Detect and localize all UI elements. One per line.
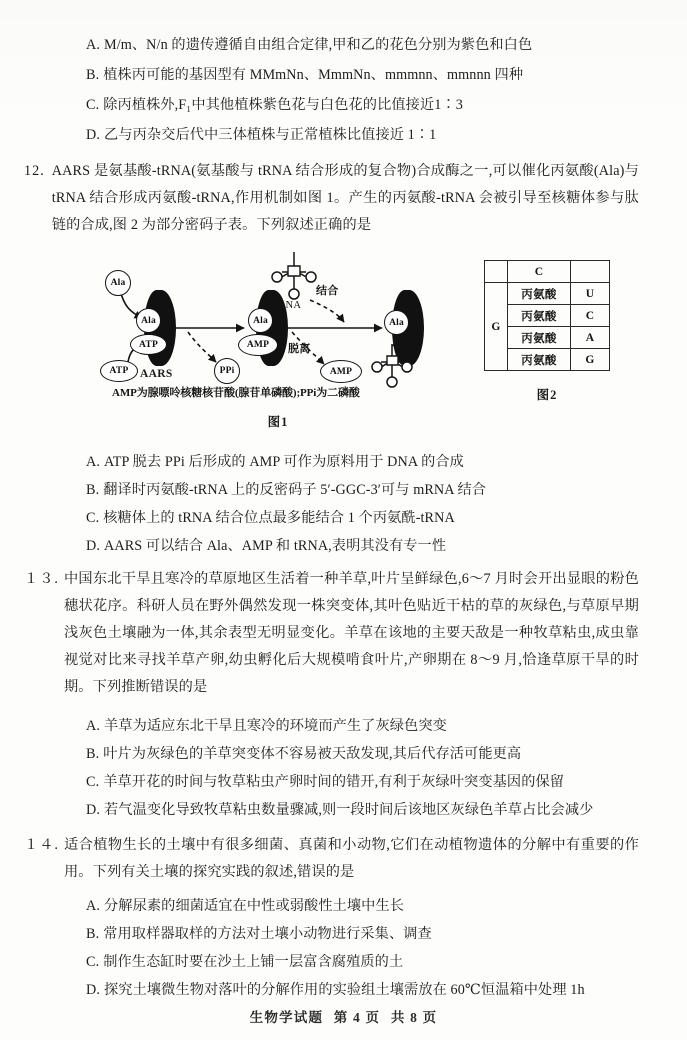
option-item — [86, 476, 631, 504]
option-item — [86, 120, 626, 150]
question-number: 12. — [24, 163, 45, 179]
option-text: 植株丙可能的基因型有 MMmNn、MmmNn、mmmnn、mmnnn 四种 — [103, 67, 524, 83]
option-text: AARS 可以结合 Ala、AMP 和 tRNA,表明其没有专一性 — [104, 538, 447, 554]
question-stem: 中国东北干旱且寒冷的草原地区生活着一种羊草,叶片呈鲜绿色,6～7 月时会开出显眼的粉色穗状花序。科研人员在野外偶然发现一株突变体,其叶色贴近干枯的草的灰绿色,与草原早期浅灰色土壤融为一体,其余表型无明显变化。羊草在该地的主要天敌是一种牧草粘虫,成虫靠视觉对比来寻找羊草产卵,幼虫孵化后大规模啃食叶片,产卵期在 8～9 月,恰逢草原干旱的时期。下列推断错误的是 — [63, 571, 639, 695]
option-text: 乙与丙杂交后代中三体植株与正常植株比值接近 1∶1 — [104, 127, 437, 143]
codon-table — [484, 260, 610, 371]
option-text: M/m、N/n 的遗传遵循自由组合定律,甲和乙的花色分别为紫色和白色 — [104, 37, 533, 53]
table-row — [485, 283, 610, 305]
trna-label: tRNA — [275, 300, 302, 311]
option-item — [86, 948, 646, 976]
question-14-options — [86, 892, 646, 1004]
option-label: C. — [86, 510, 100, 526]
footer-total-pages: 共 8 页 — [390, 1010, 438, 1025]
option-label: A. — [86, 454, 100, 470]
aars-enzyme-label: AARS — [140, 368, 173, 380]
option-item — [86, 976, 646, 1004]
figure-1-aars-mechanism — [92, 252, 464, 442]
option-text: 叶片为灰绿色的羊草突变体不容易被天敌发现,其后代存活可能更高 — [103, 746, 522, 762]
option-label: D. — [86, 982, 100, 998]
question-13-options — [86, 712, 638, 824]
option-label: B. — [86, 67, 100, 83]
option-item — [86, 740, 638, 768]
option-text: 羊草为适应东北干旱且寒冷的环境而产生了灰绿色突变 — [104, 718, 447, 734]
option-label: D. — [86, 538, 100, 554]
codon-third-base: U — [571, 283, 610, 305]
question-number: １３. — [24, 571, 59, 587]
figure-2-caption: 图2 — [536, 388, 558, 402]
option-text: 探究土壤微生物对落叶的分解作用的实验组土壤需放在 60℃恒温箱中处理 1h — [104, 982, 585, 998]
molecule-ala-bound-1: Ala — [136, 308, 161, 333]
option-item — [86, 712, 638, 740]
option-text: 除丙植株外,F₁中其他植株紫色花与白色花的比值接近1∶3 — [103, 97, 463, 113]
codon-third-base: C — [571, 305, 610, 327]
option-label: A. — [86, 37, 100, 53]
option-item — [86, 60, 626, 90]
option-label: B. — [86, 926, 100, 942]
codon-amino-acid: 丙氨酸 — [508, 283, 571, 305]
question-stem: AARS 是氨基酸-tRNA(氨基酸与 tRNA 结合形成的复合物)合成酶之一,可以催化丙氨酸(Ala)与 tRNA 结合形成丙氨酸-tRNA,作用机制如图 1。产生的丙氨酸-tRNA 会被引导至核糖体参与肽链的合成,图 2 为部分密码子表。下列叙述正确的是 — [51, 163, 639, 233]
option-label: B. — [86, 482, 100, 498]
codon-amino-acid: 丙氨酸 — [508, 305, 571, 327]
option-label: A. — [86, 898, 100, 914]
option-label: C. — [86, 774, 100, 790]
option-text: 翻译时丙氨酸-tRNA 上的反密码子 5′-GGC-3′可与 mRNA 结合 — [103, 482, 487, 498]
option-text: 羊草开花的时间与牧草粘虫产卵时间的错开,有利于灰绿叶突变基因的保留 — [103, 774, 565, 790]
question-stem: 适合植物生长的土壤中有很多细菌、真菌和小动物,它们在动植物遗体的分解中有重要的作用。下列有关土壤的探究实践的叙述,错误的是 — [63, 837, 639, 880]
figure-1-note: AMP为腺嘌呤核糖核苷酸(腺苷单磷酸);PPi为二磷酸 — [112, 387, 360, 399]
molecule-ala-bound-3: Ala — [384, 310, 409, 335]
option-item — [86, 796, 638, 824]
codon-third-base: G — [571, 349, 610, 371]
codon-amino-acid: 丙氨酸 — [508, 349, 571, 371]
option-label: C. — [86, 954, 100, 970]
option-item — [86, 532, 631, 560]
codon-third-base: A — [571, 327, 610, 349]
molecule-atp-free: ATP — [100, 360, 138, 382]
option-label: A. — [86, 718, 100, 734]
molecule-amp-bound: AMP — [238, 334, 278, 356]
molecule-ala-free: Ala — [105, 270, 131, 296]
footer-current-page: 第 4 页 — [333, 1010, 381, 1025]
option-item — [86, 448, 631, 476]
molecule-amp-free: AMP — [320, 360, 362, 383]
option-text: ATP 脱去 PPi 后形成的 AMP 可作为原料用于 DNA 的合成 — [104, 454, 464, 470]
figure-2-codon-table — [484, 260, 614, 403]
molecule-ala-bound-2: Ala — [248, 308, 273, 333]
question-13 — [24, 566, 639, 701]
option-label: B. — [86, 746, 100, 762]
option-label: D. — [86, 802, 100, 818]
molecule-atp-bound: ATP — [130, 334, 167, 355]
bind-step-label: 结合 — [316, 285, 339, 297]
codon-header-blank — [571, 261, 610, 283]
question-14 — [24, 832, 639, 886]
molecule-ppi: PPi — [214, 358, 240, 384]
option-text: 核糖体上的 tRNA 结合位点最多能结合 1 个丙氨酰-tRNA — [103, 510, 455, 526]
question-number: １４. — [24, 837, 59, 853]
option-label: C. — [86, 97, 100, 113]
question-12 — [24, 158, 639, 239]
option-text: 若气温变化导致牧草粘虫数量骤减,则一段时间后该地区灰绿色羊草占比会减少 — [104, 802, 594, 818]
option-text: 制作生态缸时要在沙土上铺一层富含腐殖质的土 — [103, 954, 404, 970]
page-footer — [0, 1006, 687, 1026]
option-item — [86, 90, 626, 120]
codon-amino-acid: 丙氨酸 — [508, 327, 571, 349]
table-row — [485, 261, 610, 283]
codon-corner-blank — [485, 261, 508, 283]
figures-container — [92, 252, 622, 442]
question-12-options — [86, 448, 631, 560]
question-11-options — [86, 30, 626, 150]
option-item — [86, 504, 631, 532]
option-text: 常用取样器取样的方法对土壤小动物进行采集、调查 — [103, 926, 432, 942]
option-text: 分解尿素的细菌适宜在中性或弱酸性土壤中生长 — [104, 898, 405, 914]
option-item — [86, 30, 626, 60]
release-step-label: 脱离 — [288, 343, 311, 355]
footer-subject: 生物学试题 — [249, 1010, 324, 1025]
codon-second-base: C — [508, 261, 571, 283]
option-label: D. — [86, 127, 100, 143]
figure-1-caption: 图1 — [267, 415, 289, 429]
option-item — [86, 892, 646, 920]
option-item — [86, 768, 638, 796]
codon-first-base: G — [485, 283, 508, 371]
option-item — [86, 920, 646, 948]
